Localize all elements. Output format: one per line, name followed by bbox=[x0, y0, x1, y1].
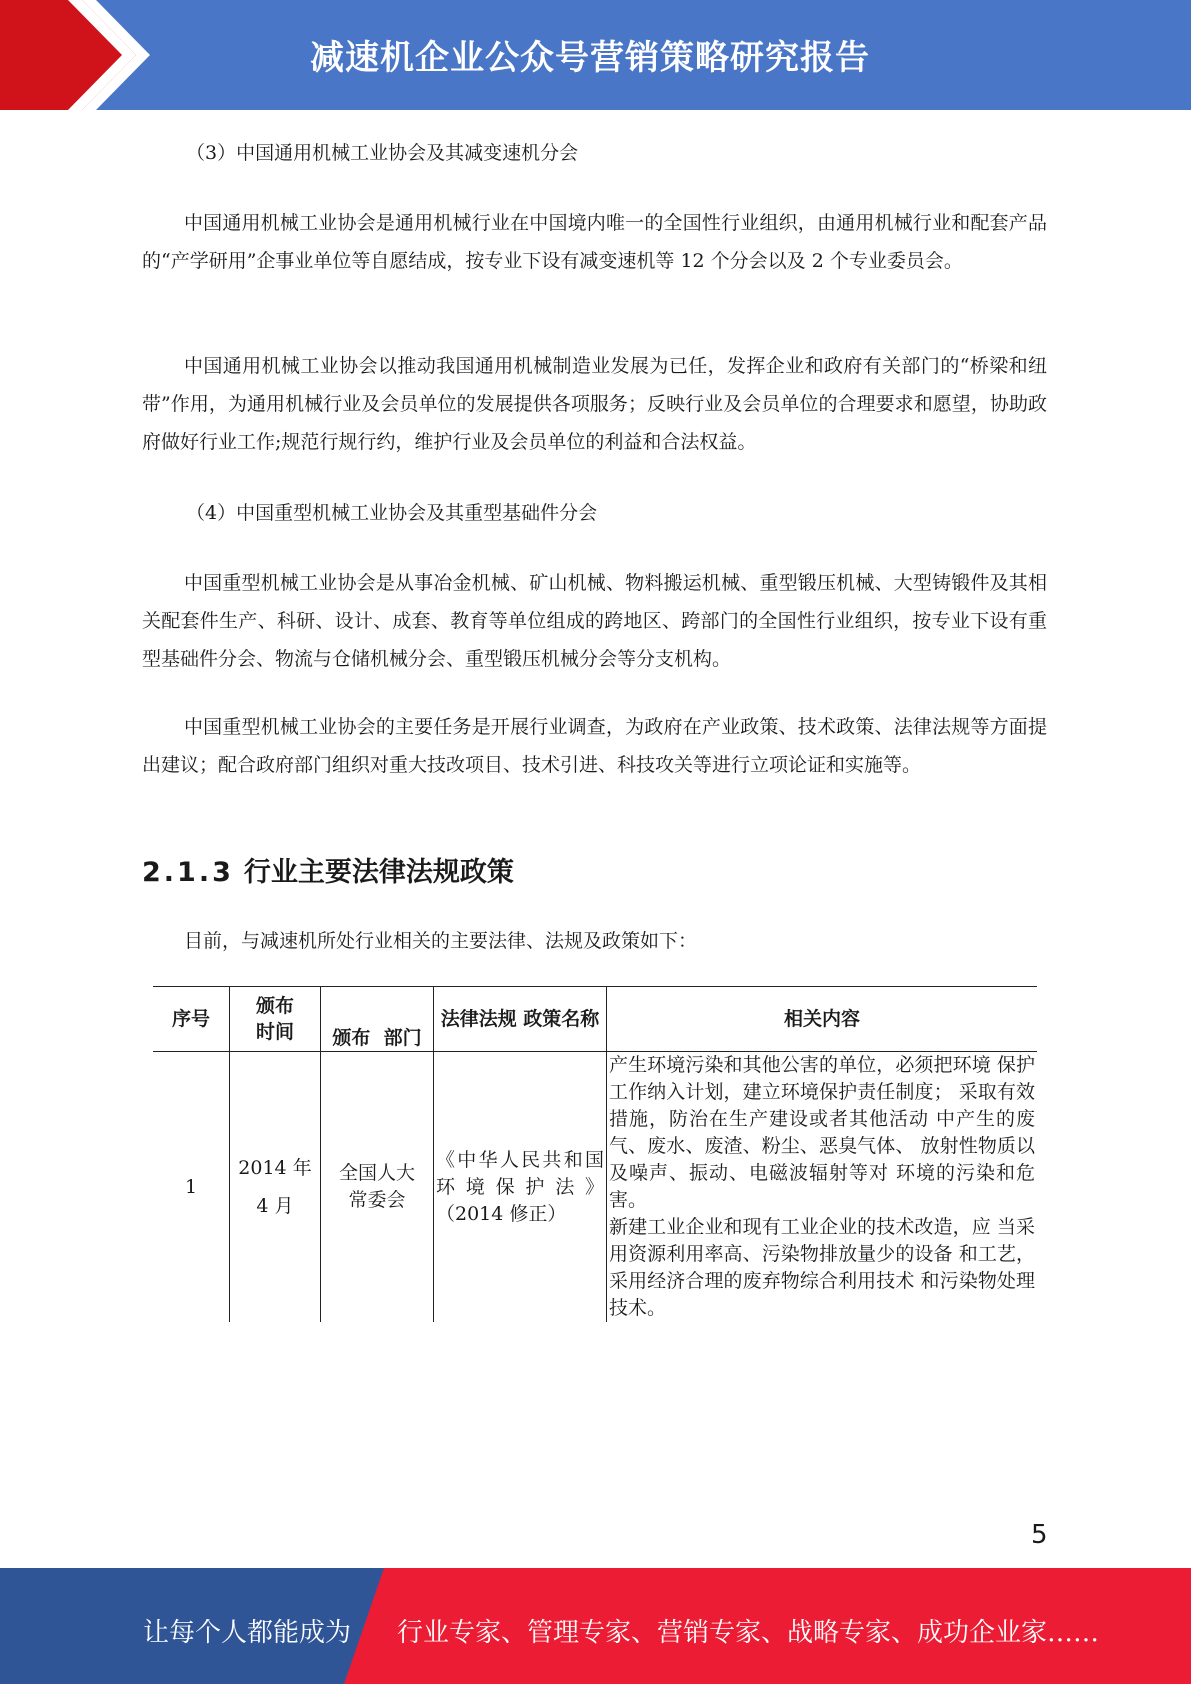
table-header-row bbox=[153, 987, 1037, 1052]
section-heading bbox=[142, 850, 514, 889]
row-number: 1 bbox=[184, 1175, 198, 1198]
paragraph: 中国重型机械工业协会是从事冶金机械、矿山机械、物料搬运机械、重型锻压机械、大型铸锻件及其相关配套件生产、科研、设计、成套、教育等单位组成的跨地区、跨部门的全国性行业组织，按专业下设有重型基础件分会、物流与仓储机械分会、重型锻压机械分会等分支机构。 bbox=[142, 572, 1047, 670]
subsection-heading-4: （4）中国重型机械工业协会及其重型基础件分会 bbox=[186, 502, 598, 524]
column-header: 序号 bbox=[153, 987, 230, 1052]
column-header: 相关内容 bbox=[607, 987, 1038, 1052]
row-date: 2014 年 4 月 bbox=[230, 1052, 321, 1323]
section-number: 2.1.3 bbox=[142, 857, 234, 888]
paragraph: 中国通用机械工业协会以推动我国通用机械制造业发展为已任，发挥企业和政府有关部门的“桥梁和纽带”作用，为通用机械行业及会员单位的发展提供各项服务；反映行业及会员单位的合理要求和愿望，协助政府做好行业工作;规范行规行约，维护行业及会员单位的利益和合法权益。 bbox=[142, 355, 1047, 453]
paragraph: 中国重型机械工业协会的主要任务是开展行业调查，为政府在产业政策、技术政策、法律法规等方面提出建议；配合政府部门组织对重大技改项目、技术引进、科技攻关等进行立项论证和实施等。 bbox=[142, 716, 1047, 776]
row-law-name: 《中华人民共和国环境保护法》（2014 修正） bbox=[434, 1052, 607, 1323]
column-header: 法律法规 政策名称 bbox=[434, 987, 607, 1052]
table-row bbox=[153, 1052, 1037, 1323]
row-content: 产生环境污染和其他公害的单位，必须把环境 保护工作纳入计划，建立环境保护责任制度； 采取有效措施，防治在生产建设或者其他活动 中产生的废气、废水、废渣、粉尘、恶臭气体、 放射性物质以及噪声、振动、电磁波辐射等对 环境的污染和危害。 新建工业企业和现有工业企业的技术改造，应 当采用资源利用率高、污染物排放量少的设备 和工艺，采用经济合理的废弃物综合利用技术 和污染物处理技术。 bbox=[607, 1052, 1038, 1323]
page-footer bbox=[0, 1568, 1191, 1684]
footer-slogan-right: 行业专家、管理专家、营销专家、战略专家、成功企业家…… bbox=[397, 1618, 1100, 1648]
page-header bbox=[0, 0, 1191, 110]
page-number: 5 bbox=[1031, 1520, 1048, 1550]
column-header: 颁布 部门 bbox=[321, 987, 434, 1052]
subsection-heading-3: （3）中国通用机械工业协会及其减变速机分会 bbox=[186, 142, 579, 164]
policy-table bbox=[153, 986, 1037, 1322]
row-department: 全国人大常委会 bbox=[321, 1052, 434, 1323]
paragraph: 中国通用机械工业协会是通用机械行业在中国境内唯一的全国性行业组织，由通用机械行业和配套产品的“产学研用”企事业单位等自愿结成，按专业下设有减变速机等 12 个分会以及 2 个专业委员会。 bbox=[142, 212, 1047, 272]
footer-slogan-left: 让每个人都能成为 bbox=[143, 1618, 352, 1648]
section-title: 行业主要法律法规政策 bbox=[243, 857, 514, 888]
header-title: 减速机企业公众号营销策略研究报告 bbox=[310, 38, 870, 78]
column-header: 颁布 时间 bbox=[230, 987, 321, 1052]
paragraph-intro: 目前，与减速机所处行业相关的主要法律、法规及政策如下： bbox=[184, 930, 698, 952]
